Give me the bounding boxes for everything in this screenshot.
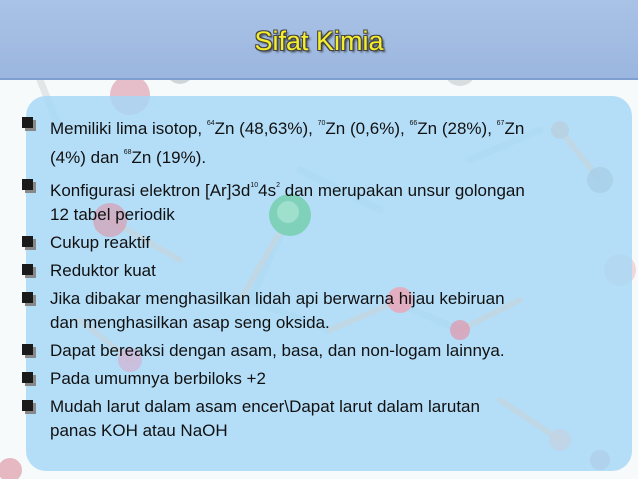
bullet-text: Zn (19%). [131, 148, 207, 167]
bullet-text: Konfigurasi elektron [Ar]3d [50, 181, 251, 200]
superscript: 10 [250, 182, 259, 189]
superscript: 2 [276, 182, 281, 189]
isotope-mass-number: 67 [496, 120, 505, 127]
bullet-line [50, 112, 638, 141]
bullet-text: dan menghasilkan asap seng oksida. [50, 313, 330, 332]
bullet-text: dan merupakan unsur golongan [280, 181, 525, 200]
bullet-text: 4s [258, 181, 277, 200]
bullet-item-solubility [0, 395, 638, 443]
checkbox-bullet-icon [22, 292, 33, 303]
bullet-text: Mudah larut dalam asam encer\Dapat larut dalam larutan [50, 397, 480, 416]
bullet-text: Reduktor kuat [50, 261, 156, 280]
bullet-item-reactions [0, 339, 638, 363]
bullet-item-reactive [0, 231, 638, 255]
bullet-text: Pada umumnya berbiloks +2 [50, 369, 266, 388]
bullet-text: Cukup reaktif [50, 233, 151, 252]
bullet-item-reductor [0, 259, 638, 283]
bullet-item-configuration [0, 174, 638, 227]
isotope-mass-number: 64 [206, 120, 215, 127]
bullet-item-oxidation-state [0, 367, 638, 391]
bullet-text: Dapat bereaksi dengan asam, basa, dan non-logam lainnya. [50, 341, 505, 360]
bullet-text: (4%) dan [50, 148, 124, 167]
bullet-text: Jika dibakar menghasilkan lidah api berwarna hijau kebiruan [50, 289, 505, 308]
checkbox-bullet-icon [22, 117, 33, 128]
checkbox-bullet-icon [22, 236, 33, 247]
checkbox-bullet-icon [22, 400, 33, 411]
bullet-text: Zn (28%), [417, 119, 497, 138]
isotope-mass-number: 68 [123, 149, 132, 156]
checkbox-bullet-icon [22, 372, 33, 383]
checkbox-bullet-icon [22, 264, 33, 275]
bullet-text: Memiliki lima isotop, [50, 119, 207, 138]
isotope-mass-number: 70 [317, 120, 326, 127]
bullet-text: Zn (48,63%), [214, 119, 318, 138]
bullet-text: 12 tabel periodik [50, 205, 175, 224]
bullet-line [50, 174, 638, 203]
slide-title: Sifat Kimia [254, 26, 384, 56]
checkbox-bullet-icon [22, 179, 33, 190]
isotope-mass-number: 66 [409, 120, 418, 127]
bullet-item-isotopes [0, 112, 638, 170]
bullet-text: panas KOH atau NaOH [50, 421, 228, 440]
bullet-item-burning [0, 287, 638, 335]
checkbox-bullet-icon [22, 344, 33, 355]
bullet-text: Zn [504, 119, 525, 138]
bullet-list [0, 112, 638, 447]
bullet-text: Zn (0,6%), [325, 119, 410, 138]
bullet-line [50, 141, 638, 170]
